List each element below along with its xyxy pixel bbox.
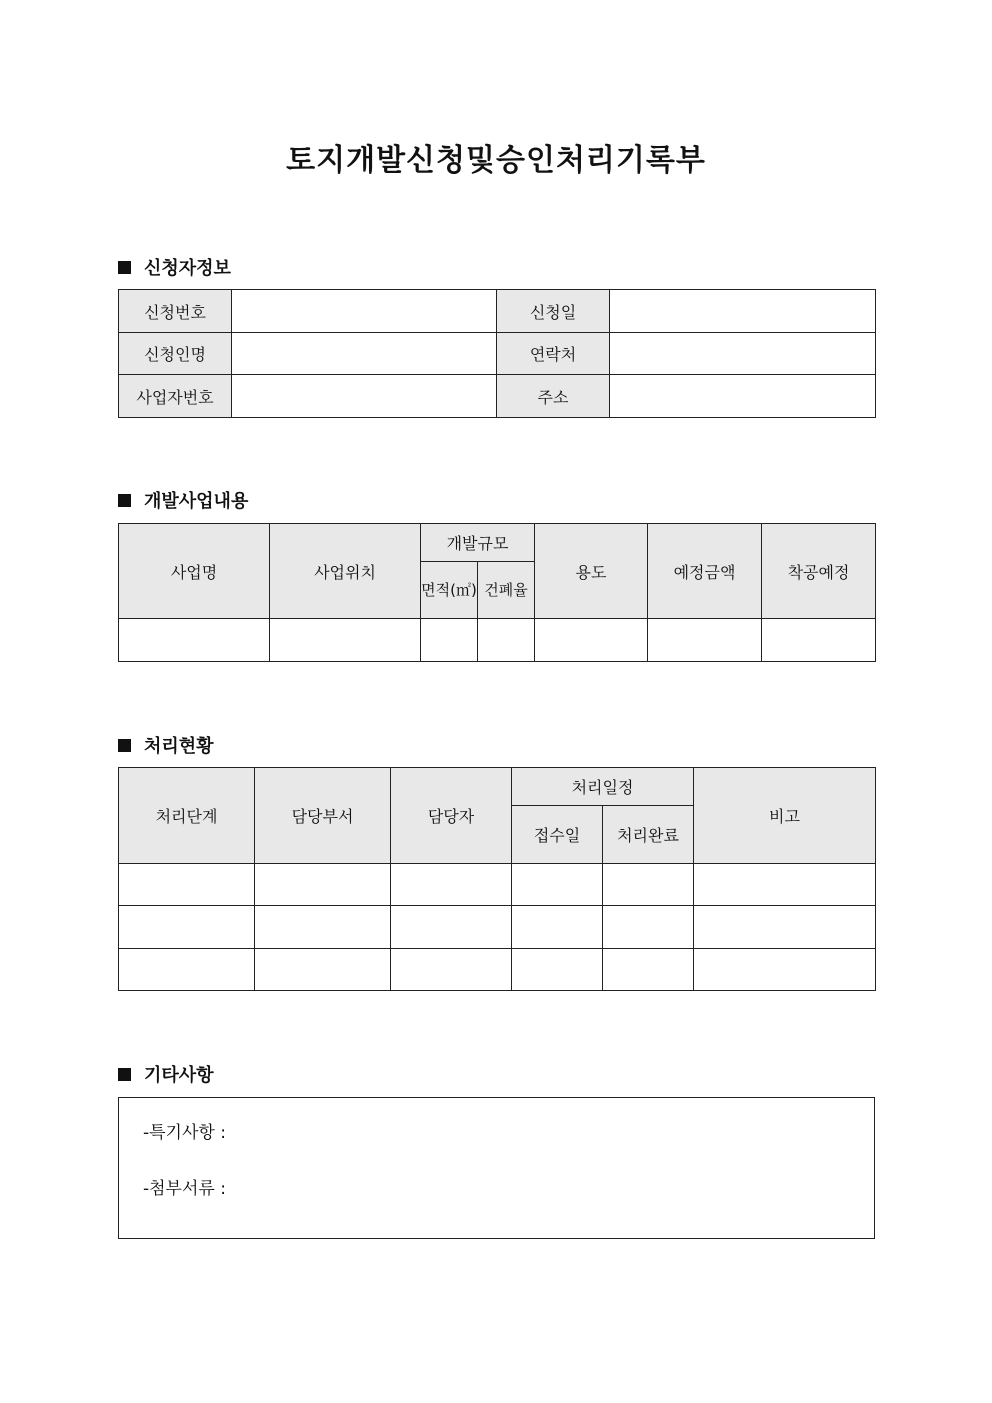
section-heading-project bbox=[118, 487, 248, 513]
square-bullet-icon bbox=[118, 261, 131, 274]
cell-stage[interactable] bbox=[119, 906, 255, 949]
section-label: 신청자정보 bbox=[144, 258, 231, 279]
field-contact[interactable] bbox=[610, 333, 876, 375]
section-label: 개발사업내용 bbox=[144, 491, 249, 512]
cell-budget[interactable] bbox=[648, 619, 762, 662]
section-heading-etc bbox=[118, 1061, 214, 1087]
header-person-in-charge: 담당자 bbox=[391, 768, 512, 864]
cell-area[interactable] bbox=[421, 619, 478, 662]
label-address: 주소 bbox=[497, 375, 610, 418]
cell-person[interactable] bbox=[391, 906, 512, 949]
square-bullet-icon bbox=[118, 1068, 131, 1081]
header-area: 면적(㎡) bbox=[421, 562, 478, 619]
cell-received[interactable] bbox=[512, 864, 603, 906]
square-bullet-icon bbox=[118, 494, 131, 507]
header-note: 비고 bbox=[694, 768, 876, 864]
cell-completed[interactable] bbox=[603, 906, 694, 949]
table-row bbox=[119, 906, 876, 949]
header-project-location: 사업위치 bbox=[270, 524, 421, 619]
label-application-date: 신청일 bbox=[497, 290, 610, 333]
table-row bbox=[119, 864, 876, 906]
field-business-number[interactable] bbox=[232, 375, 497, 418]
cell-project-name[interactable] bbox=[119, 619, 270, 662]
cell-note[interactable] bbox=[694, 864, 876, 906]
header-schedule: 처리일정 bbox=[512, 768, 694, 806]
project-table bbox=[118, 523, 876, 662]
header-stage: 처리단계 bbox=[119, 768, 255, 864]
applicant-table bbox=[118, 289, 876, 418]
table-header-row bbox=[119, 524, 876, 562]
header-usage: 용도 bbox=[535, 524, 648, 619]
table-row bbox=[119, 290, 876, 333]
cell-stage[interactable] bbox=[119, 949, 255, 991]
section-heading-status bbox=[118, 732, 214, 758]
field-application-number[interactable] bbox=[232, 290, 497, 333]
cell-completed[interactable] bbox=[603, 864, 694, 906]
header-completed-date: 처리완료 bbox=[603, 806, 694, 864]
section-heading-applicant bbox=[118, 254, 231, 280]
field-applicant-name[interactable] bbox=[232, 333, 497, 375]
table-row bbox=[119, 949, 876, 991]
attachments-label: -첨부서류 : bbox=[143, 1179, 226, 1199]
label-applicant-name: 신청인명 bbox=[119, 333, 232, 375]
cell-person[interactable] bbox=[391, 949, 512, 991]
cell-stage[interactable] bbox=[119, 864, 255, 906]
header-development-scale: 개발규모 bbox=[421, 524, 535, 562]
special-notes-label: -특기사항 : bbox=[143, 1123, 226, 1143]
square-bullet-icon bbox=[118, 739, 131, 752]
header-start-date: 착공예정 bbox=[762, 524, 876, 619]
cell-completed[interactable] bbox=[603, 949, 694, 991]
label-business-number: 사업자번호 bbox=[119, 375, 232, 418]
cell-person[interactable] bbox=[391, 864, 512, 906]
header-project-name: 사업명 bbox=[119, 524, 270, 619]
cell-coverage-ratio[interactable] bbox=[478, 619, 535, 662]
table-row bbox=[119, 375, 876, 418]
cell-received[interactable] bbox=[512, 906, 603, 949]
label-application-number: 신청번호 bbox=[119, 290, 232, 333]
field-address[interactable] bbox=[610, 375, 876, 418]
cell-usage[interactable] bbox=[535, 619, 648, 662]
table-row bbox=[119, 619, 876, 662]
label-contact: 연락처 bbox=[497, 333, 610, 375]
document-title: 토지개발신청및승인처리기록부 bbox=[286, 143, 706, 178]
status-table bbox=[118, 767, 876, 991]
section-label: 처리현황 bbox=[144, 736, 214, 757]
header-budget: 예정금액 bbox=[648, 524, 762, 619]
cell-department[interactable] bbox=[255, 864, 391, 906]
cell-received[interactable] bbox=[512, 949, 603, 991]
table-header-row bbox=[119, 768, 876, 806]
cell-note[interactable] bbox=[694, 906, 876, 949]
header-department: 담당부서 bbox=[255, 768, 391, 864]
header-coverage-ratio: 건폐율 bbox=[478, 562, 535, 619]
table-row bbox=[119, 333, 876, 375]
cell-start-date[interactable] bbox=[762, 619, 876, 662]
cell-project-location[interactable] bbox=[270, 619, 421, 662]
cell-department[interactable] bbox=[255, 906, 391, 949]
cell-note[interactable] bbox=[694, 949, 876, 991]
section-label: 기타사항 bbox=[144, 1065, 214, 1086]
header-received-date: 접수일 bbox=[512, 806, 603, 864]
etc-box[interactable] bbox=[118, 1097, 875, 1239]
field-application-date[interactable] bbox=[610, 290, 876, 333]
cell-department[interactable] bbox=[255, 949, 391, 991]
